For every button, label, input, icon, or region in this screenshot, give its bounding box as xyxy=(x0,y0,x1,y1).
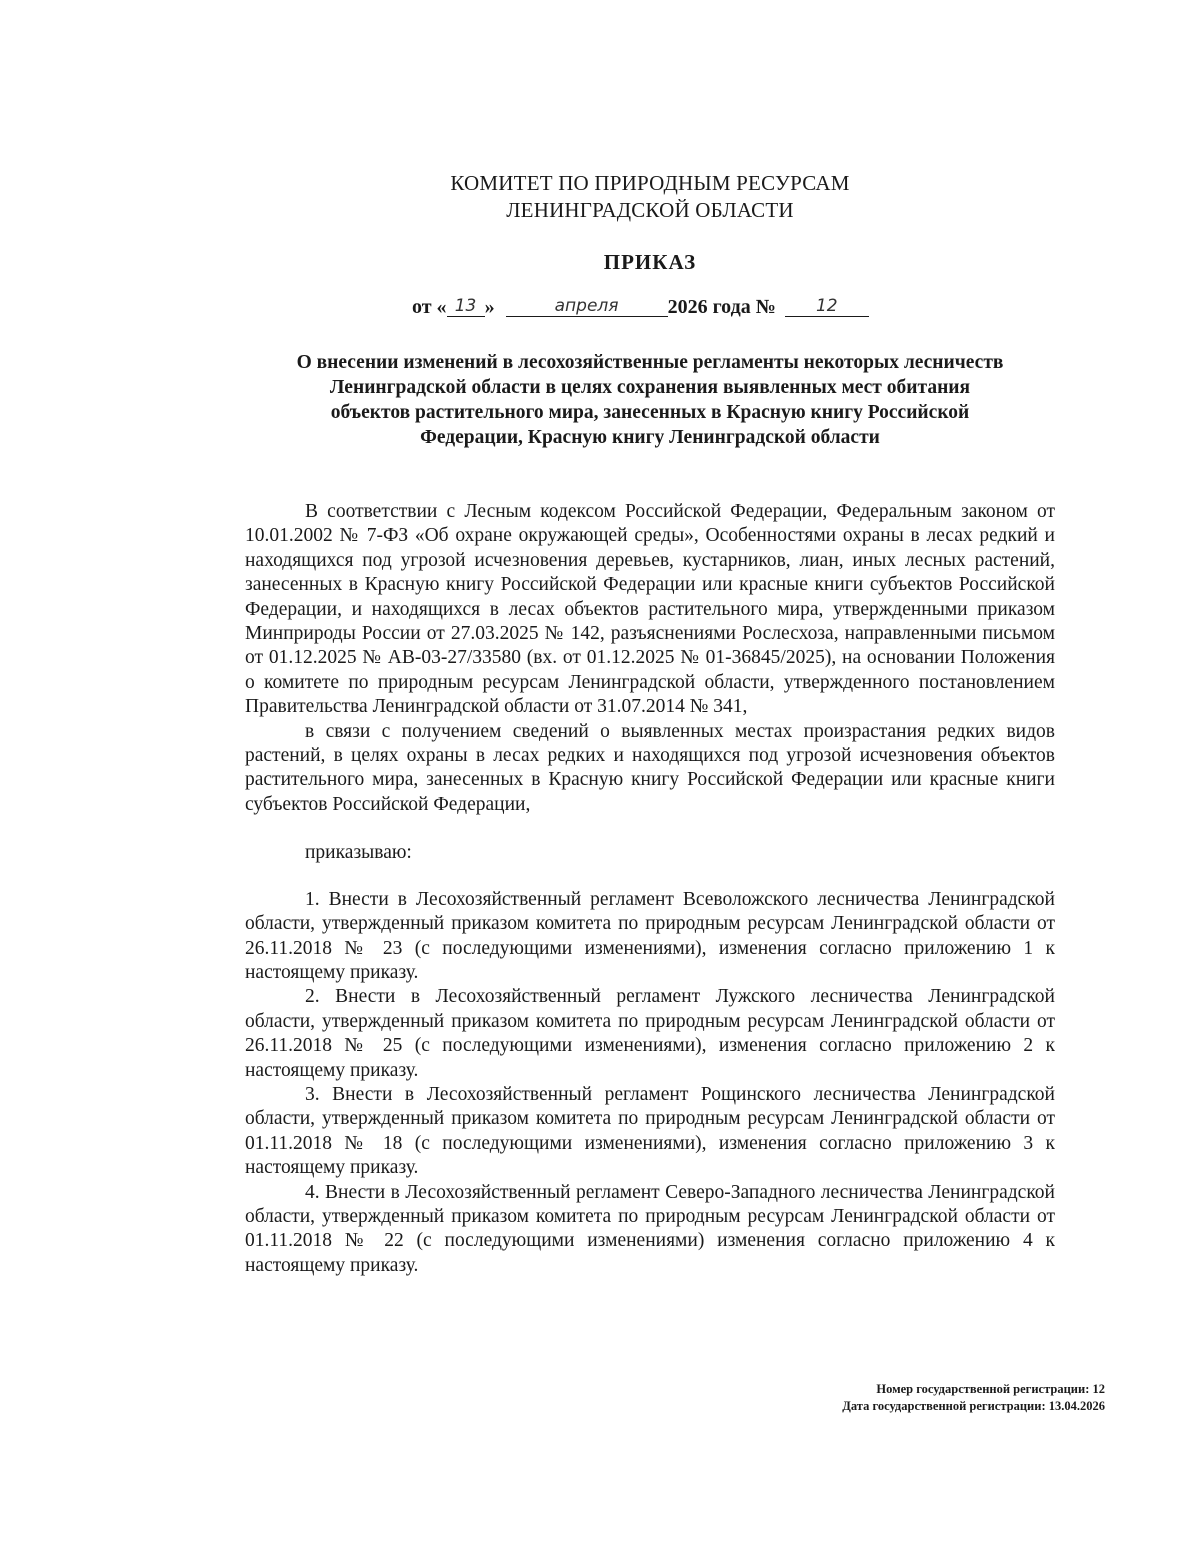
org-name-line-1: КОМИТЕТ ПО ПРИРОДНЫМ РЕСУРСАМ xyxy=(450,171,850,195)
handwritten-order-number: 12 xyxy=(785,296,869,317)
title-line: Федерации, Красную книгу Ленинградской области xyxy=(420,427,880,448)
order-body xyxy=(245,500,1055,1278)
date-mid: » xyxy=(484,296,495,318)
organization-header xyxy=(0,170,1200,224)
title-line: объектов растительного мира, занесенных в Красную книгу Российской xyxy=(330,402,970,423)
order-item: 4. Внести в Лесохозяйственный регламент Северо-Западного лесничества Ленинградской области, утвержденный приказом комитета по природным ресурсам Ленинградской области от 01.11.2018 № 22 (с последующими изменениями) изменения согласно приложению 4 к настоящему приказу. xyxy=(245,1181,1055,1276)
order-item: 2. Внести в Лесохозяйственный регламент Лужского лесничества Ленинградской области, утвержденный приказом комитета по природным ресурсам Ленинградской области от 26.11.2018 № 25 (с последующими изменениями), изменения согласно приложению 2 к настоящему приказу. xyxy=(245,986,1055,1081)
registration-number: Номер государственной регистрации: 12 xyxy=(876,1382,1105,1396)
order-title xyxy=(245,350,1055,450)
document-type: ПРИКАЗ xyxy=(603,250,697,274)
order-date-line xyxy=(412,296,869,319)
date-year-text: 2026 года № xyxy=(667,296,776,318)
order-items xyxy=(245,888,1055,1279)
handwritten-month: апреля xyxy=(506,296,668,317)
order-word: приказываю: xyxy=(305,842,412,864)
registration-stamp xyxy=(842,1381,1105,1415)
preamble-paragraph-2: в связи с получением сведений о выявленных местах произрастания редких видов растений, в целях охраны в лесах редких и находящихся под угрозой исчезновения объектов растительного мира, занесенных в Красную книгу Российской Федерации или красные книги субъектов Российской Федерации, xyxy=(245,720,1055,815)
order-item: 1. Внести в Лесохозяйственный регламент Всеволожского лесничества Ленинградской области, утвержденный приказом комитета по природным ресурсам Ленинградской области от 26.11.2018 № 23 (с последующими изменениями), изменения согласно приложению 1 к настоящему приказу. xyxy=(245,888,1055,983)
order-item: 3. Внести в Лесохозяйственный регламент Рощинского лесничества Ленинградской области, утвержденный приказом комитета по природным ресурсам Ленинградской области от 01.11.2018 № 18 (с последующими изменениями), изменения согласно приложению 3 к настоящему приказу. xyxy=(245,1083,1055,1179)
org-name-line-2: ЛЕНИНГРАДСКОЙ ОБЛАСТИ xyxy=(506,198,794,222)
preamble-paragraph-1: В соответствии с Лесным кодексом Российской Федерации, Федеральным законом от 10.01.2002 № 7-ФЗ «Об охране окружающей среды», Особенностями охраны в лесах редкий и находящихся под угрозой исчезновения деревьев, кустарников, лиан, иных лесных растений, занесенных в Красную книгу Российской Федерации или красные книги субъектов Российской Федерации, и находящихся в лесах объектов растительного мира, утвержденными приказом Минприроды России от 27.03.2025 № 142, разъяснениями Рослесхоза, направленными письмом от 01.12.2025 № АВ-03-27/33580 (вх. от 01.12.2025 № 01-36845/2025), на основании Положения о комитете по природным ресурсам Ленинградской области, утвержденного постановлением Правительства Ленинградской области от 31.07.2014 № 341, xyxy=(245,501,1055,718)
date-prefix: от « xyxy=(412,296,447,318)
title-line: Ленинградской области в целях сохранения выявленных мест обитания xyxy=(329,377,971,398)
title-line: О внесении изменений в лесохозяйственные регламенты некоторых лесничеств xyxy=(296,352,1004,373)
registration-date: Дата государственной регистрации: 13.04.2026 xyxy=(842,1399,1105,1413)
handwritten-day: 13 xyxy=(447,296,485,317)
